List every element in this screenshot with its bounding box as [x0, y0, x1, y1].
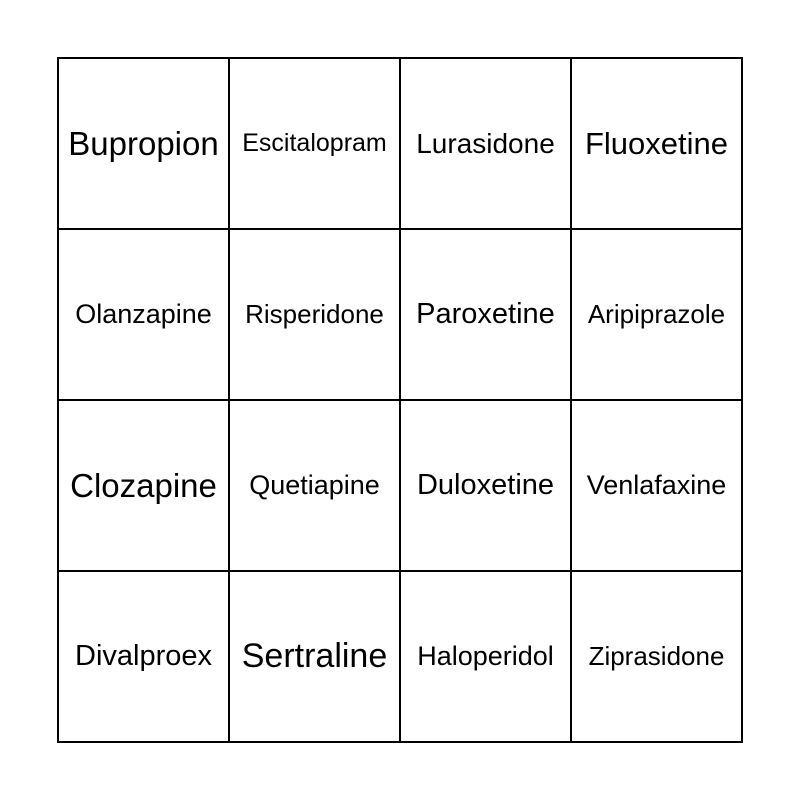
cell-label: Haloperidol [417, 641, 554, 671]
bingo-cell-risperidone[interactable] [230, 230, 401, 401]
cell-label: Escitalopram [242, 129, 387, 157]
cell-label: Fluoxetine [584, 125, 729, 161]
cell-label: Ziprasidone [588, 641, 725, 671]
cell-label: Aripiprazole [587, 299, 726, 329]
bingo-cell-ziprasidone[interactable] [572, 572, 743, 743]
cell-label: Paroxetine [416, 298, 555, 330]
cell-label: Duloxetine [416, 469, 555, 501]
bingo-cell-olanzapine[interactable] [59, 230, 230, 401]
cell-label: Divalproex [75, 640, 212, 672]
bingo-board [57, 57, 743, 743]
cell-label: Olanzapine [75, 299, 212, 329]
bingo-cell-lurasidone[interactable] [401, 59, 572, 230]
bingo-cell-fluoxetine[interactable] [572, 59, 743, 230]
cell-label: Clozapine [70, 466, 217, 504]
bingo-cell-bupropion[interactable] [59, 59, 230, 230]
bingo-cell-divalproex[interactable] [59, 572, 230, 743]
bingo-cell-duloxetine[interactable] [401, 401, 572, 572]
bingo-cell-aripiprazole[interactable] [572, 230, 743, 401]
cell-label: Risperidone [245, 299, 384, 329]
cell-label: Bupropion [68, 124, 219, 162]
cell-label: Sertraline [241, 637, 388, 675]
cell-label: Venlafaxine [586, 470, 727, 500]
bingo-cell-venlafaxine[interactable] [572, 401, 743, 572]
bingo-cell-escitalopram[interactable] [230, 59, 401, 230]
bingo-cell-clozapine[interactable] [59, 401, 230, 572]
bingo-cell-quetiapine[interactable] [230, 401, 401, 572]
bingo-cell-sertraline[interactable] [230, 572, 401, 743]
bingo-cell-paroxetine[interactable] [401, 230, 572, 401]
cell-label: Quetiapine [249, 470, 380, 500]
bingo-cell-haloperidol[interactable] [401, 572, 572, 743]
cell-label: Lurasidone [416, 127, 555, 159]
